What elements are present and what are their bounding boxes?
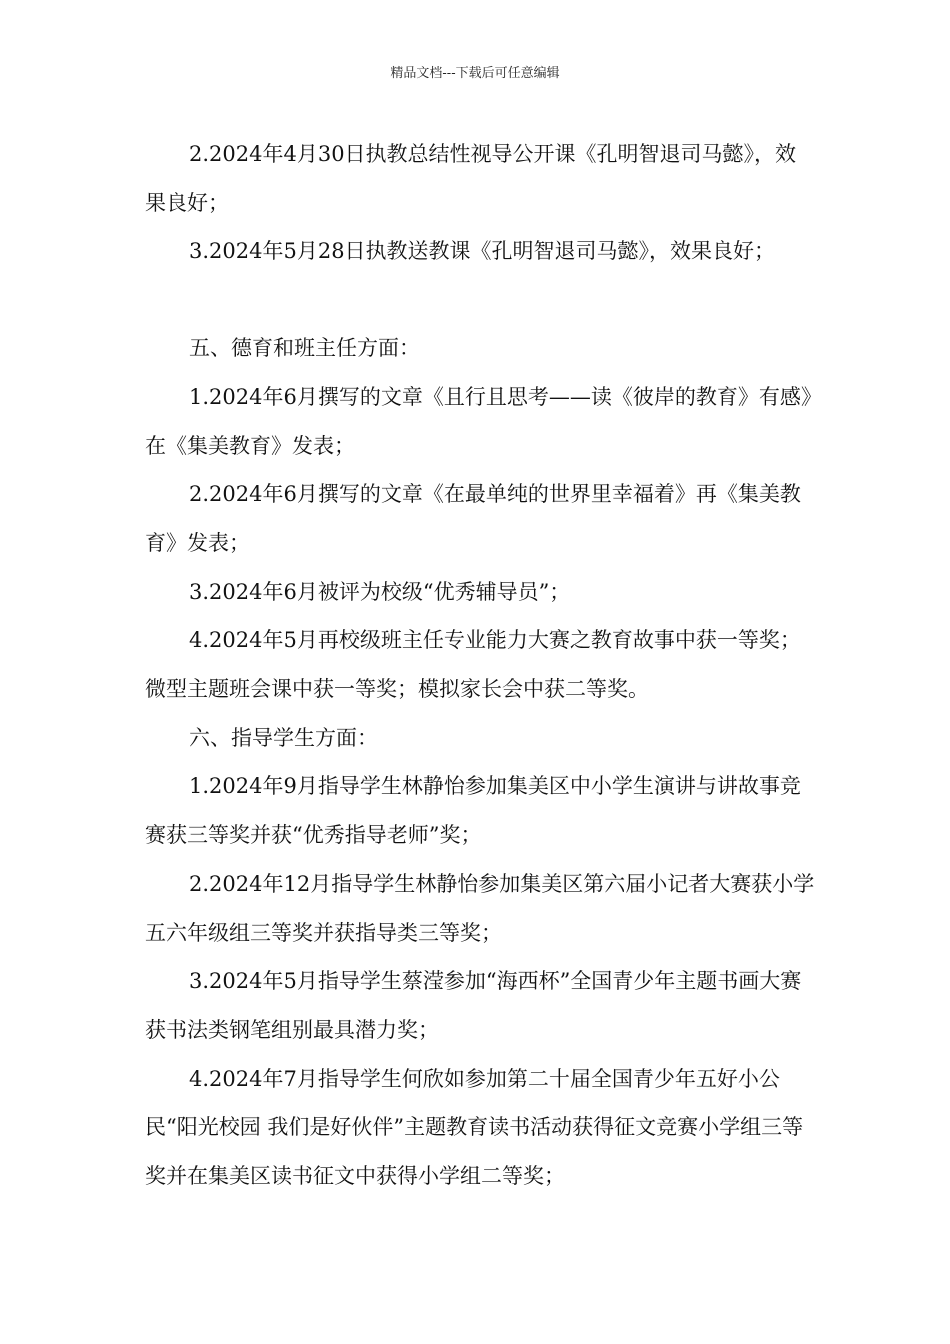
paragraph-item-2-article: 2.2024年6月撰写的文章《在最单纯的世界里幸福着》再《集美教育》发表； <box>145 482 801 555</box>
paragraph-item-1-speech-contest: 1.2024年9月指导学生林静怡参加集美区中小学生演讲与讲故事竞赛获三等奖并获“优秀指导老师”奖； <box>145 774 801 848</box>
paragraph-item-4-essay-contest: 4.2024年7月指导学生何欣如参加第二十届全国青少年五好小公民“阳光校园 我们是好伙伴”主题教育读书活动获得征文竞赛小学组三等奖并在集美区读书征文中获得小学组二等奖； <box>145 1066 804 1189</box>
paragraph-item-3-calligraphy: 3.2024年5月指导学生蔡滢参加“海西杯”全国青少年主题书画大赛获书法类钢笔组别最具潜力奖； <box>145 969 802 1042</box>
paragraph-item-4-competition: 4.2024年5月再校级班主任专业能力大赛之教育故事中获一等奖；微型主题班会课中获一等奖；模拟家长会中获二等奖。 <box>145 628 801 702</box>
paragraph-item-2-reporter-contest: 2.2024年12月指导学生林静怡参加集美区第六届小记者大赛获小学五六年级组三等奖并获指导类三等奖； <box>145 871 815 945</box>
section-heading-moral-education: 五、德育和班主任方面： <box>189 336 420 361</box>
paragraph-item-2-open-class: 2.2024年4月30日执教总结性视导公开课《孔明智退司马懿》，效果良好； <box>145 142 797 215</box>
section-heading-student-guidance: 六、指导学生方面： <box>189 725 378 750</box>
document-body <box>145 130 815 1201</box>
paragraph-item-1-article: 1.2024年6月撰写的文章《且行且思考——读《彼岸的教育》有感》在《集美教育》发表； <box>145 384 812 458</box>
page-header: 精品文档---下载后可任意编辑 <box>390 66 560 81</box>
paragraph-item-3-counselor-award: 3.2024年6月被评为校级“优秀辅导员”； <box>189 579 571 604</box>
paragraph-item-3-outreach-class: 3.2024年5月28日执教送教课《孔明智退司马懿》，效果良好； <box>189 239 776 264</box>
paragraph-gap <box>145 276 815 324</box>
